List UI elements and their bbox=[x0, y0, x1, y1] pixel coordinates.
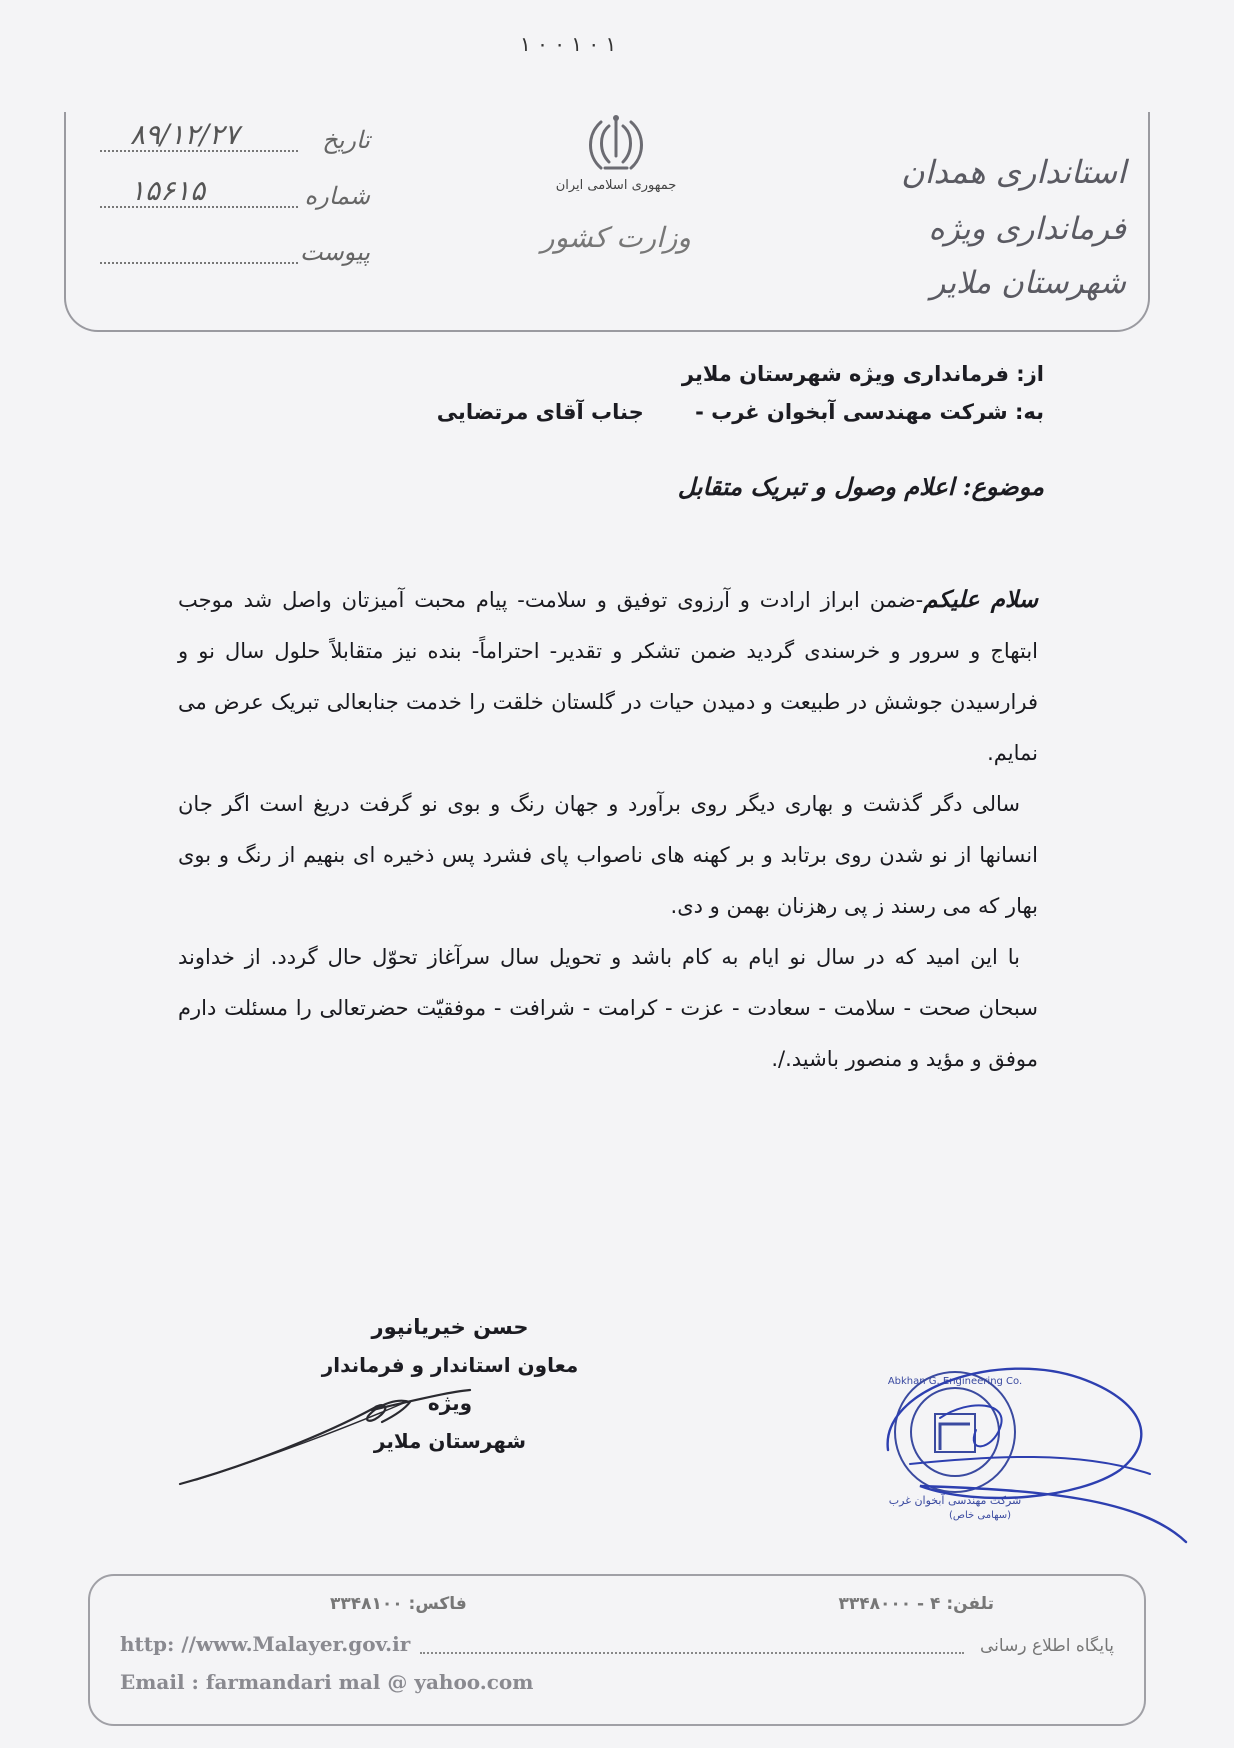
signer-name: حسن خیریانپور bbox=[371, 1315, 529, 1339]
footer-portal-row bbox=[120, 1628, 1114, 1668]
date-value: ۸۹/۱۲/۲۷ bbox=[130, 118, 240, 151]
footer bbox=[88, 1574, 1146, 1726]
attachment-row bbox=[100, 228, 370, 284]
reference-block bbox=[100, 112, 370, 284]
dotted-line bbox=[420, 1652, 964, 1654]
date-label: تاریخ bbox=[322, 126, 370, 154]
number-label: شماره bbox=[304, 182, 370, 210]
dotted-line bbox=[100, 262, 298, 264]
top-marks: ۱ ۰ ۰ ۱ ۰ ۱ bbox=[520, 32, 617, 56]
greeting: سلام علیکم bbox=[923, 586, 1038, 613]
paragraph-3: با این امید که در سال نو ایام به کام باشد و تحویل سال سرآغاز تحوّل حال گردد. از خداوند سبحان صحت - سلامت - سعادت - عزت - کرامت - شرافت - موفقیّت حضرتعالی را مسئلت دارم موفق و مؤید و منصور باشید./. bbox=[178, 945, 1038, 1071]
ministry-name: وزارت کشور bbox=[541, 221, 691, 254]
to-line bbox=[144, 400, 1044, 424]
stamp-latin: Abkhan G. Engineering Co. bbox=[887, 1376, 1023, 1387]
iran-emblem-icon bbox=[581, 112, 651, 176]
number-row bbox=[100, 172, 370, 228]
issuer-block bbox=[826, 142, 1126, 310]
recipient-company: به: شرکت مهندسی آبخوان غرب - bbox=[695, 400, 1044, 424]
footer-website-link[interactable]: http: //www.Malayer.gov.ir bbox=[120, 1632, 411, 1656]
stamp-sub: (سهامی خاص) bbox=[948, 1510, 1012, 1521]
subject-line: موضوع: اعلام وصول و تبریک متقابل bbox=[677, 472, 1044, 501]
letter-body bbox=[178, 574, 1038, 1085]
number-value: ۱۵۶۱۵ bbox=[130, 174, 206, 207]
footer-fax: فاکس: ۳۳۴۸۱۰۰ bbox=[330, 1594, 467, 1614]
handwritten-signature bbox=[176, 1388, 476, 1498]
governorate-name: فرمانداری ویژه شهرستان ملایر bbox=[928, 211, 1126, 301]
province-name: استانداری همدان bbox=[901, 153, 1126, 191]
attachment-label: پیوست bbox=[300, 238, 370, 266]
stamp-signature bbox=[880, 1358, 1190, 1558]
from-line: از: فرمانداری ویژه شهرستان ملایر bbox=[681, 362, 1044, 386]
footer-portal-label: پایگاه اطلاع رسانی bbox=[980, 1636, 1114, 1656]
letterhead bbox=[64, 112, 1150, 332]
footer-phone: تلفن: ۴ - ۳۳۴۸۰۰۰ bbox=[838, 1594, 994, 1614]
footer-email-link[interactable]: Email : farmandari mal @ yahoo.com bbox=[120, 1670, 534, 1694]
stamp-caption: شرکت مهندسی آبخوان غرب bbox=[888, 1494, 1022, 1507]
emblem-block bbox=[496, 112, 736, 254]
signer-title: معاون استاندار و فرماندار ویژه bbox=[321, 1353, 579, 1415]
date-row bbox=[100, 116, 370, 172]
emblem-caption: جمهوری اسلامی ایران bbox=[555, 178, 677, 193]
signer-region: شهرستان ملایر bbox=[373, 1429, 527, 1453]
paragraph-1-text: -ضمن ابراز ارادت و آرزوی توفیق و سلامت- پیام محبت آمیزتان واصل شد موجب ابتهاج و سرور و خرسندی گردید ضمن تشکر و تقدیر- احتراماً- بنده نیز متقابلاً حلول سال نو و فرارسیدن جوشش در طبیعت و دمیدن حیات در گلستان خلقت را خدمت جنابعالی تبریک عرض می نمایم. bbox=[178, 588, 1038, 765]
recipient-name: جناب آقای مرتضایی bbox=[436, 400, 644, 424]
paragraph-2: سالی دگر گذشت و بهاری دیگر روی برآورد و جهان رنگ و بوی نو گرفت دریغ است اگر جان انسانها از نو شدن روی برتابد و بر کهنه های ناصواب پای فشرد پس ذخیره ای بنهیم از رنگ و بوی بهار که می رسند ز پی رهزنان بهمن و دی. bbox=[178, 792, 1038, 918]
paragraph-1 bbox=[178, 574, 1038, 779]
